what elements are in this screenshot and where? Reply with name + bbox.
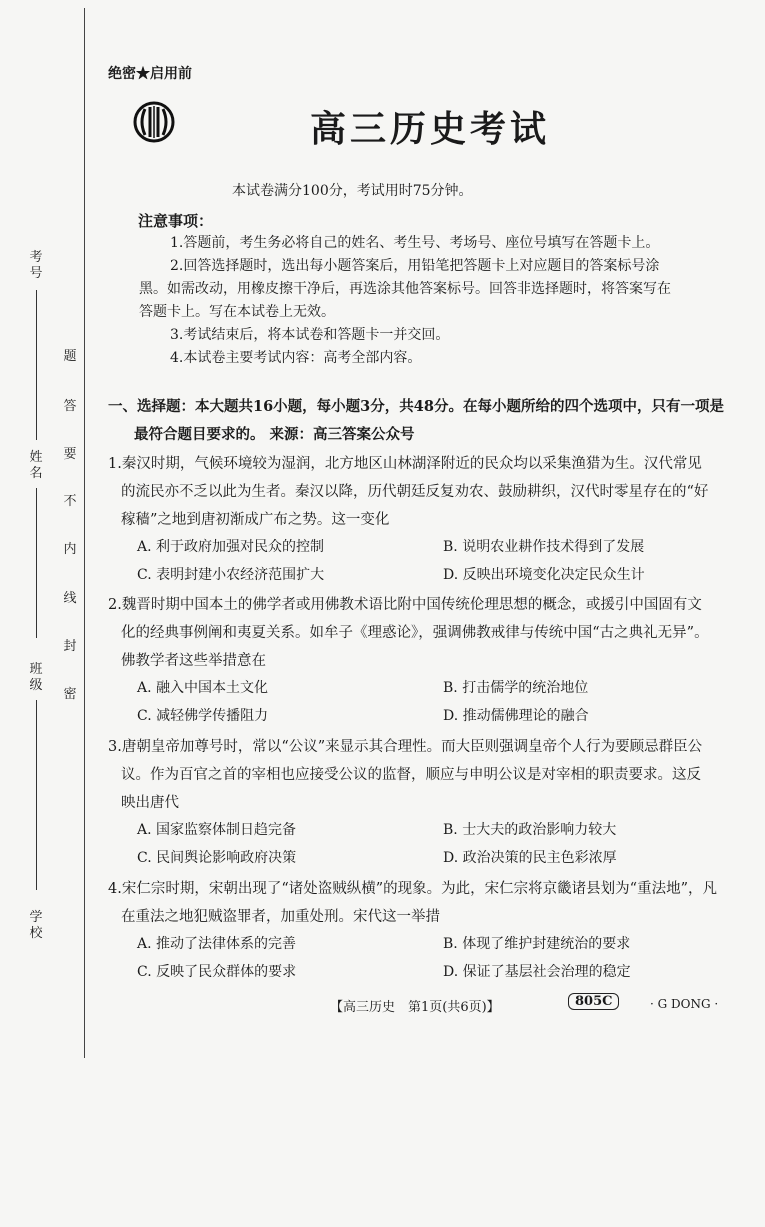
name-underline — [36, 488, 37, 638]
exam-number-label: 考号 — [29, 250, 43, 281]
seal-char: 题 — [63, 349, 77, 364]
seal-char: 内 — [63, 542, 77, 557]
class-underline — [36, 700, 37, 890]
seal-char: 封 — [63, 639, 77, 654]
notice-heading: 注意事项： — [138, 212, 214, 230]
option: A. 推动了法律体系的完善 — [137, 936, 297, 952]
option: D. 推动儒佛理论的融合 — [443, 708, 589, 724]
option: A. 利于政府加强对民众的控制 — [137, 539, 325, 555]
seal-char: 密 — [63, 687, 77, 702]
class-label: 班级 — [29, 662, 43, 693]
confidential-label: 绝密★启用前 — [108, 66, 192, 82]
option: A. 国家监察体制日趋完备 — [137, 822, 297, 838]
notice-line: 2.回答选择题时，选出每小题答案后，用铅笔把答题卡上对应题目的答案标号涂 — [170, 258, 660, 274]
binding-line — [84, 8, 85, 1058]
question-text: 议。作为百官之首的宰相也应接受公议的监督，顺应与申明公议是对宰相的职责要求。这反 — [121, 767, 701, 783]
option: A. 融入中国本土文化 — [137, 680, 269, 696]
question-text: 映出唐代 — [121, 795, 179, 811]
seal-char: 线 — [63, 591, 77, 606]
option: B. 士大夫的政治影响力较大 — [443, 822, 617, 838]
section-heading-cont: 最符合题目要求的。 来源：高三答案公众号 — [134, 426, 415, 443]
question-text: 在重法之地犯贼盗罪者，加重处刑。宋代这一举措 — [121, 909, 440, 925]
seal-char: 不 — [63, 494, 77, 509]
notice-line: 答题卡上。写在本试卷上无效。 — [139, 304, 335, 320]
option: C. 反映了民众群体的要求 — [137, 964, 297, 980]
option: B. 说明农业耕作技术得到了发展 — [443, 539, 645, 555]
notice-line: 4.本试卷主要考试内容：高考全部内容。 — [170, 350, 422, 366]
option: D. 保证了基层社会治理的稳定 — [443, 964, 631, 980]
notice-line: 黑。如需改动，用橡皮擦干净后，再选涂其他答案标号。回答非选择题时，将答案写在 — [139, 281, 671, 297]
exam-code-badge: 805C — [568, 993, 619, 1010]
question-text: 4.宋仁宗时期，宋朝出现了“诸处盗贼纵横”的现象。为此，宋仁宗将京畿诸县划为“重法地”，凡 — [108, 881, 717, 897]
option: D. 政治决策的民主色彩浓厚 — [443, 850, 617, 866]
notice-line: 3.考试结束后，将本试卷和答题卡一并交回。 — [170, 327, 450, 343]
publisher-logo-icon — [133, 101, 175, 143]
exam-number-underline — [36, 290, 37, 440]
section-heading: 一、选择题：本大题共16小题，每小题3分，共48分。在每小题所给的四个选项中，只有一项是 — [108, 398, 724, 415]
region-label: · G DONG · — [650, 997, 719, 1011]
option: C. 减轻佛学传播阻力 — [137, 708, 269, 724]
question-text: 3.唐朝皇帝加尊号时，常以“公议”来显示其合理性。而大臣则强调皇帝个人行为要顾忌群臣公 — [108, 739, 703, 755]
question-text: 化的经典事例阐和夷夏关系。如牟子《理惑论》，强调佛教戒律与传统中国“古之典礼无异”。 — [121, 625, 709, 641]
name-label: 姓名 — [29, 450, 43, 481]
page-title: 高三历史考试 — [310, 108, 551, 150]
question-text: 的流民亦不乏以此为生者。秦汉以降，历代朝廷反复劝农、鼓励耕织，汉代时零星存在的“好 — [121, 484, 709, 500]
question-text: 佛教学者这些举措意在 — [121, 653, 266, 669]
school-label: 学校 — [29, 910, 43, 941]
question-text: 稼穑”之地到唐初渐成广布之势。这一变化 — [121, 512, 390, 528]
question-text: 2.魏晋时期中国本土的佛学者或用佛教术语比附中国传统伦理思想的概念，或援引中国固有文 — [108, 597, 702, 613]
notice-line: 1.答题前，考生务必将自己的姓名、考生号、考场号、座位号填写在答题卡上。 — [170, 235, 660, 251]
option: D. 反映出环境变化决定民众生计 — [443, 567, 645, 583]
exam-intro: 本试卷满分100分，考试用时75分钟。 — [232, 183, 473, 199]
seal-char: 要 — [63, 447, 77, 462]
page-footer: 【高三历史 第1页(共6页)】 — [330, 1000, 500, 1015]
question-text: 1.秦汉时期，气候环境较为湿润，北方地区山林湖泽附近的民众均以采集渔猎为生。汉代常见 — [108, 456, 702, 472]
option: B. 体现了维护封建统治的要求 — [443, 936, 631, 952]
option: C. 民间舆论影响政府决策 — [137, 850, 297, 866]
option: B. 打击儒学的统治地位 — [443, 680, 589, 696]
option: C. 表明封建小农经济范围扩大 — [137, 567, 325, 583]
seal-char: 答 — [63, 399, 77, 414]
